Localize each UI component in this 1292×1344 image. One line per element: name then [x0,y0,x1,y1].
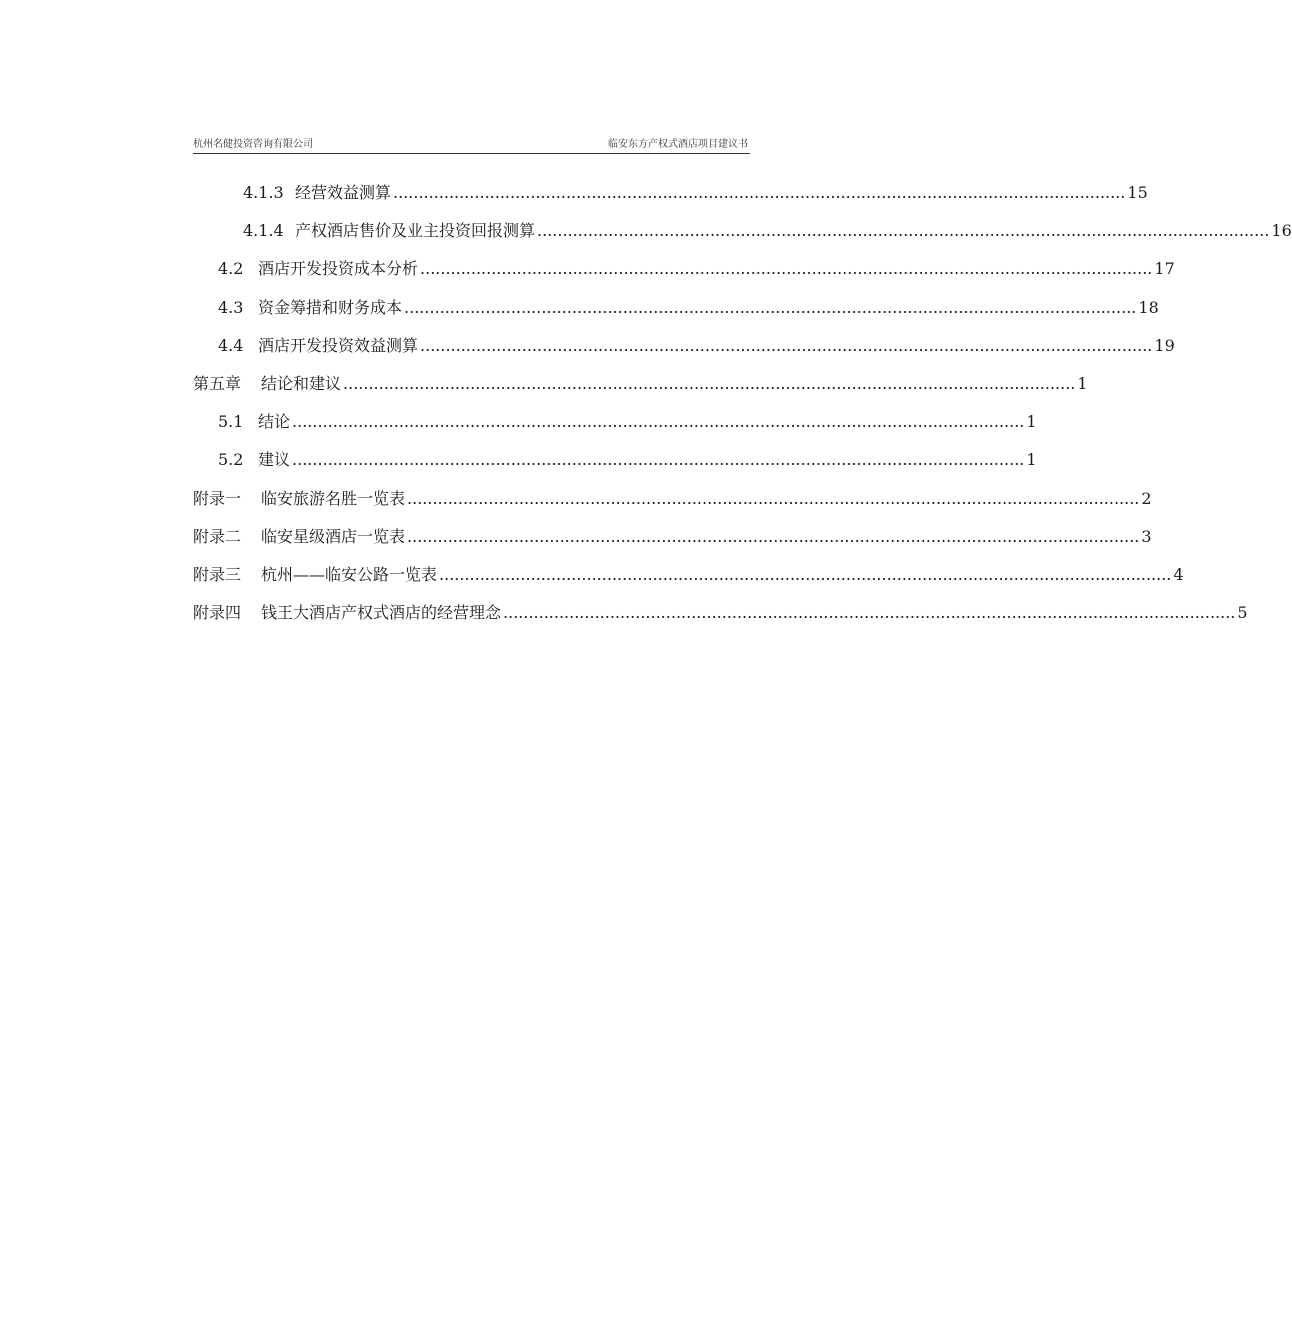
toc-entry[interactable] [193,524,1152,562]
toc-entry-page: 4 [1173,564,1184,584]
page-header [193,139,750,154]
toc-entry-page: 1 [1026,412,1037,432]
toc-entry[interactable] [193,600,1248,638]
toc-entry-title: 结论 [258,412,291,432]
toc-entry-title: 临安旅游名胜一览表 [261,488,406,508]
toc-entry-title: 酒店开发投资成本分析 [258,259,419,279]
toc-entry-title: 钱王大酒店产权式酒店的经营理念 [261,603,502,623]
toc-dot-leader: ................................................................................................................................................ [343,373,1076,393]
toc-entry[interactable] [193,256,1175,294]
toc-entry[interactable] [193,218,1292,256]
toc-entry-title: 资金筹措和财务成本 [258,297,403,317]
toc-entry[interactable] [193,562,1184,600]
toc-entry-title: 产权酒店售价及业主投资回报测算 [295,221,536,241]
toc-entry-number: 5.1 [218,412,244,432]
toc-entry-number: 4.2 [218,259,244,279]
toc-entry-page: 16 [1271,221,1292,241]
toc-entry-number: 附录一 [193,488,242,508]
toc-entry[interactable] [193,180,1148,218]
toc-entry[interactable] [193,447,1037,485]
toc-entry-number: 4.4 [218,335,244,355]
toc-entry-number: 第五章 [193,373,242,393]
toc-entry-page: 15 [1127,183,1148,202]
toc-entry-title: 经营效益测算 [295,183,392,202]
toc-entry-page: 19 [1154,335,1175,355]
toc-entry-title: 建议 [258,450,291,470]
toc-entry[interactable] [193,295,1159,333]
toc-dot-leader: ................................................................................................................................................ [537,221,1270,241]
toc-dot-leader: ................................................................................................................................................ [420,335,1153,355]
toc-entry-page: 1 [1077,373,1088,393]
toc-entry-page: 1 [1026,450,1037,470]
toc-dot-leader: ................................................................................................................................................ [407,526,1140,546]
toc-dot-leader: ................................................................................................................................................ [420,259,1153,279]
toc-entry[interactable] [193,333,1175,371]
table-of-contents [193,180,1292,638]
toc-dot-leader: ................................................................................................................................................ [404,297,1137,317]
toc-dot-leader: ................................................................................................................................................ [503,603,1236,623]
toc-entry-title: 临安星级酒店一览表 [261,526,406,546]
toc-entry-title: 杭州——临安公路一览表 [261,564,438,584]
toc-entry-page: 3 [1141,526,1152,546]
toc-entry-page: 2 [1141,488,1152,508]
toc-entry-number: 4.3 [218,297,244,317]
toc-dot-leader: ................................................................................................................................................ [292,450,1025,470]
toc-entry-page: 17 [1154,259,1175,279]
toc-entry[interactable] [193,409,1037,447]
header-company: 杭州名健投资咨询有限公司 [193,139,313,150]
toc-dot-leader: ................................................................................................................................................ [292,412,1025,432]
toc-entry-number: 附录二 [193,526,242,546]
toc-entry-number: 4.1.4 [243,221,284,241]
toc-entry-number: 附录三 [193,564,242,584]
toc-entry-page: 5 [1237,603,1248,623]
toc-entry[interactable] [193,371,1088,409]
toc-entry-title: 结论和建议 [261,373,342,393]
toc-entry-number: 5.2 [218,450,244,470]
toc-entry-page: 18 [1138,297,1159,317]
toc-entry-number: 4.1.3 [243,183,284,202]
toc-dot-leader: ................................................................................................................................................ [439,564,1172,584]
toc-dot-leader: ................................................................................................................................................ [407,488,1140,508]
toc-dot-leader: ................................................................................................................................................ [393,183,1126,202]
toc-entry-title: 酒店开发投资效益测算 [258,335,419,355]
toc-entry[interactable] [193,486,1152,524]
header-document-title: 临安东方产权式酒店项目建议书 [608,139,748,150]
toc-entry-number: 附录四 [193,603,242,623]
